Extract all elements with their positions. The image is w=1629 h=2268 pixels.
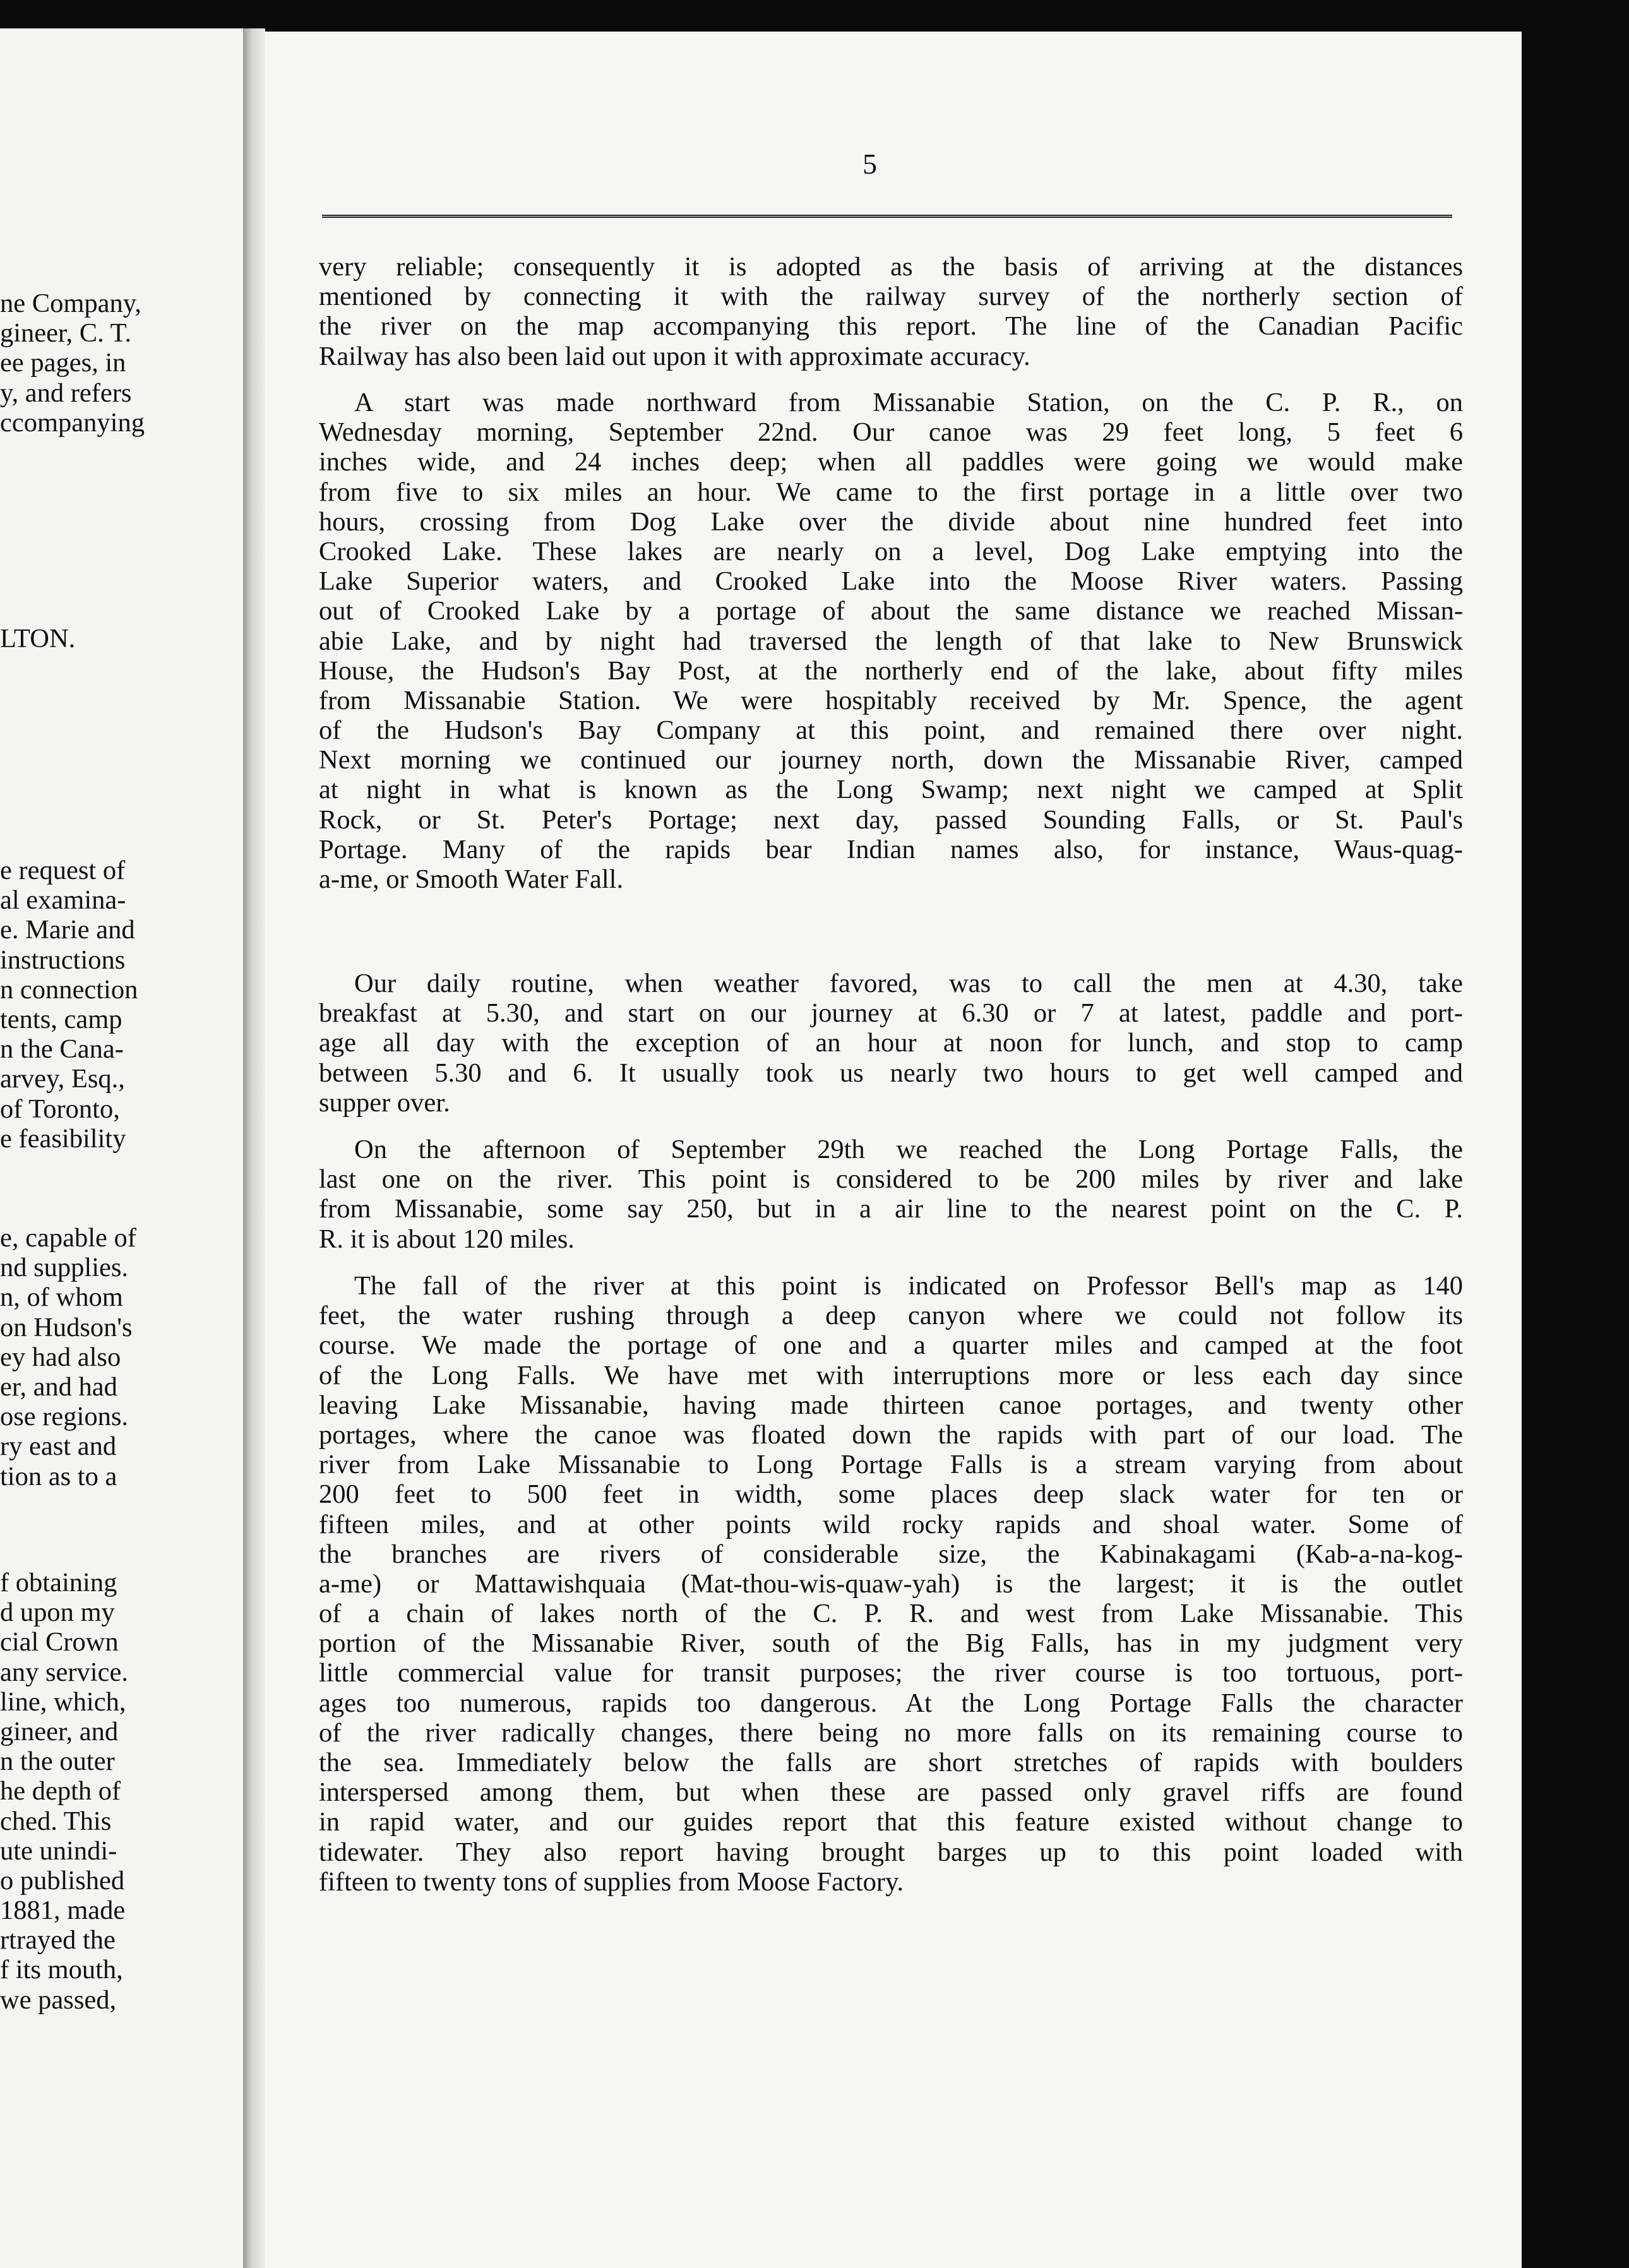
text-line: Portage. Many of the rapids bear Indian names also, for instance, Waus-quag- [319,834,1463,864]
left-page-line: n, of whom [0,1282,123,1313]
text-line: very reliable; consequently it is adopted as the basis of arriving at the distances [319,252,1463,282]
text-line: portion of the Missanabie River, south of the Big Falls, has in my judgment very [319,1628,1463,1659]
header-rule [322,215,1452,218]
left-page-line: of Toronto, [0,1094,120,1124]
text-line: of a chain of lakes north of the C. P. R. and west from Lake Missanabie. This [319,1599,1463,1629]
left-page-line: ute unindi- [0,1835,117,1866]
text-line: course. We made the portage of one and a quarter miles and camped at the foot [319,1330,1463,1361]
left-page-line: er, and had [0,1371,117,1402]
text-line: fifteen miles, and at other points wild rocky rapids and shoal water. Some of [319,1509,1463,1539]
left-page-line: 1881, made [0,1895,126,1926]
text-line: Our daily routine, when weather favored, was to call the men at 4.30, take [354,969,1463,998]
text-line: out of Crooked Lake by a portage of about the same distance we reached Missan- [319,596,1463,626]
left-page-line: e request of [0,856,126,885]
text-line: from five to six miles an hour. We came to the first portage in a little over two [319,477,1463,507]
left-page-line: any service. [0,1657,128,1687]
left-page-line: f its mouth, [0,1955,123,1985]
left-page-line: line, which, [0,1686,126,1717]
text-line: The fall of the river at this point is indicated on Professor Bell's map as 140 [354,1271,1463,1301]
text-line: of the Long Falls. We have met with interruptions more or less each day since [319,1360,1463,1390]
text-line: portages, where the canoe was floated down the rapids with part of our load. The [319,1419,1463,1450]
left-page-text-block [0,1223,136,1491]
left-page-line: al examina- [0,885,126,916]
text-line: feet, the water rushing through a deep canyon where we could not follow its [319,1301,1463,1331]
text-line: A start was made northward from Missanabie Station, on the C. P. R., on [354,388,1463,417]
text-line: of the Hudson's Bay Company at this point, and remained there over night. [319,715,1463,746]
text-line: ages too numerous, rapids too dangerous. At the Long Portage Falls the character [319,1688,1463,1718]
left-page-text-block [0,289,145,438]
left-page-line: instructions [0,945,126,975]
book-gutter [243,28,265,2268]
text-line: Wednesday morning, September 22nd. Our canoe was 29 feet long, 5 feet 6 [319,417,1463,448]
text-line: On the afternoon of September 29th we reached the Long Portage Falls, the [354,1135,1463,1164]
left-page-line: ry east and [0,1431,117,1462]
text-line: tidewater. They also report having brought barges up to this point loaded with [319,1837,1463,1867]
text-line: leaving Lake Missanabie, having made thirteen canoe portages, and twenty other [319,1390,1463,1420]
text-line: R. it is about 120 miles. [319,1224,575,1254]
paragraph [319,969,1463,1118]
left-page-line: ched. This [0,1806,112,1836]
text-line: a-me, or Smooth Water Fall. [319,864,624,894]
text-line: a-me) or Mattawishquaia (Mat-thou-wis-quaw-yah) is the largest; it is the outlet [319,1568,1463,1599]
left-page-line: f obtaining [0,1568,117,1597]
left-page-line: tents, camp [0,1004,122,1034]
left-page-text-block [0,856,138,1154]
text-line: little commercial value for transit purposes; the river course is too tortuous, port- [319,1658,1463,1688]
scan-border-right [1522,0,1629,2268]
left-page-text-block [0,1568,128,2015]
left-page-line: gineer, and [0,1716,119,1746]
left-page-line: gineer, C. T. [0,318,131,349]
page-number: 5 [862,148,878,180]
text-line: at night in what is known as the Long Swamp; next night we camped at Split [319,775,1463,805]
paragraph [319,252,1463,371]
left-page-line: on Hudson's [0,1312,133,1342]
text-line: abie Lake, and by night had traversed the length of that lake to New Brunswick [319,626,1463,656]
left-page-line: ne Company, [0,289,141,318]
text-line: Railway has also been laid out upon it with approximate accuracy. [319,341,1030,371]
text-line: age all day with the exception of an hour at noon for lunch, and stop to camp [319,1028,1463,1058]
text-line: of the river radically changes, there being no more falls on its remaining course to [319,1717,1463,1748]
text-line: inches wide, and 24 inches deep; when all paddles were going we would make [319,447,1463,477]
text-line: from Missanabie, some say 250, but in a air line to the nearest point on the C. P. [319,1194,1463,1224]
text-line: supper over. [319,1087,450,1118]
left-page-line: tion as to a [0,1461,117,1491]
text-line: the sea. Immediately below the falls are short stretches of rapids with boulders [319,1748,1463,1777]
left-page-line: arvey, Esq., [0,1064,125,1094]
paragraph [319,1135,1463,1254]
left-page-line: he depth of [0,1776,121,1806]
text-line: House, the Hudson's Bay Post, at the northerly end of the lake, about fifty miles [319,655,1463,686]
left-page-line: cial Crown [0,1627,119,1657]
text-line: interspersed among them, but when these are passed only gravel riffs are found [319,1777,1463,1808]
paragraph [319,388,1463,894]
left-facing-page [0,28,247,2268]
left-page-line: ccompanying [0,407,145,438]
left-page-line: e feasibility [0,1123,126,1154]
left-page-line: e, capable of [0,1223,136,1253]
left-page-line: n connection [0,974,138,1005]
left-page-line: LTON. [0,624,76,654]
text-line: last one on the river. This point is considered to be 200 miles by river and lake [319,1164,1463,1195]
left-page-line: rtrayed the [0,1925,116,1955]
left-page-line: ee pages, in [0,348,126,378]
text-line: river from Lake Missanabie to Long Portage Falls is a stream varying from about [319,1450,1463,1480]
left-page-line: y, and refers [0,378,132,408]
left-page-line: we passed, [0,1984,117,2015]
text-line: Next morning we continued our journey north, down the Missanabie River, camped [319,745,1463,775]
text-line: in rapid water, and our guides report that this feature existed without change to [319,1807,1463,1837]
text-line: between 5.30 and 6. It usually took us nearly two hours to get well camped and [319,1058,1463,1088]
left-page-line: ose regions. [0,1402,129,1432]
text-line: Crooked Lake. These lakes are nearly on a level, Dog Lake emptying into the [319,536,1463,566]
text-line: from Missanabie Station. We were hospitably received by Mr. Spence, the agent [319,685,1463,715]
text-line: hours, crossing from Dog Lake over the divide about nine hundred feet into [319,506,1463,537]
text-line: Lake Superior waters, and Crooked Lake into the Moose River waters. Passing [319,566,1463,597]
left-page-line: o published [0,1865,125,1895]
left-page-text-block [0,624,75,654]
paragraph [319,1271,1463,1897]
text-line: the branches are rivers of considerable size, the Kabinakagami (Kab-a-na-kog- [319,1539,1463,1569]
left-page-line: n the Cana- [0,1034,124,1065]
left-page-line: e. Marie and [0,915,135,945]
text-line: the river on the map accompanying this report. The line of the Canadian Pacific [319,311,1463,342]
left-page-line: nd supplies. [0,1253,129,1283]
text-line: Rock, or St. Peter's Portage; next day, passed Sounding Falls, or St. Paul's [319,804,1463,835]
left-page-line: ey had also [0,1342,121,1372]
text-line: breakfast at 5.30, and start on our journey at 6.30 or 7 at latest, paddle and port- [319,998,1463,1029]
left-page-line: d upon my [0,1597,115,1628]
text-line: 200 feet to 500 feet in width, some places deep slack water for ten or [319,1479,1463,1510]
text-line: mentioned by connecting it with the railway survey of the northerly section of [319,282,1463,312]
left-page-line: n the outer [0,1746,115,1777]
text-line: fifteen to twenty tons of supplies from Moose Factory. [319,1866,904,1897]
